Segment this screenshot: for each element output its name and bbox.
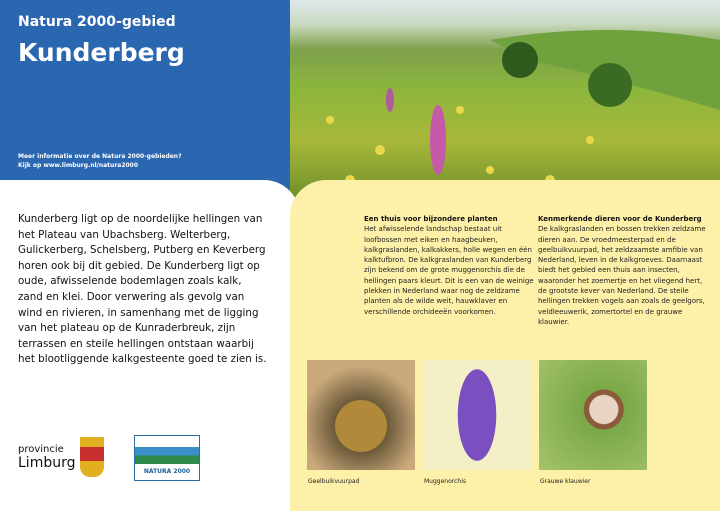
coat-of-arms-icon (80, 437, 104, 477)
natura-logo-text: NATURA 2000 (143, 468, 191, 475)
plants-text: Het afwisselende landschap bestaat uit loofbossen met eiken en haagbeuken, kalkgraslanden, kalkakkers, holle wegen en één kalktufbron. De kalkgraslanden van Kunderberg zijn bekend om de grote muggenorchis die de hellingen paars kleurt. Dit is een van de weinige plekken in Nederland waar nog de zeldzame planten als de wilde weit, hauwklaver en verschillende orchideeën voorkomen. (364, 225, 534, 316)
more-info (18, 152, 182, 170)
caption: Geelbuikvuurpad (308, 478, 360, 485)
page-title: Kunderberg (18, 38, 185, 67)
plants-heading: Een thuis voor bijzondere planten (364, 215, 498, 223)
info-link[interactable]: Kijk op www.limburg.nl/natura2000 (18, 162, 139, 169)
toad-photo (307, 360, 415, 470)
animals-heading: Kenmerkende dieren voor de Kunderberg (538, 215, 702, 223)
province-label: provincie (18, 444, 64, 455)
animals-text: De kalkgraslanden en bossen trekken zeldzame dieren aan. De vroedmeesterpad en de geelbuikvuurpad, het zeldzaamste amfibie van Nederland, leven in de kalkgroeves. Daarnaast biedt het gebied een thuis aan insecten, waaronder het zoemertje en het vliegend hert, de grootste kever van Nederland. De steile hellingen trekken vogels aan zoals de geelgors, veldleeuwerik, zomertortel en de grauwe klauwier. (538, 225, 706, 326)
caption: Muggenorchis (424, 478, 466, 485)
province-logo (18, 444, 75, 471)
landscape-image (290, 0, 720, 200)
hero-photo (290, 0, 720, 200)
animals-section (538, 214, 708, 327)
header-panel (0, 0, 300, 200)
orchid-photo (423, 360, 531, 470)
intro-text: Kunderberg ligt op de noordelijke hellingen van het Plateau van Ubachsberg. Welterberg, Gulickerberg, Schelsberg, Putberg en Keverberg horen ook bij dit gebied. De Kunderberg ligt op oude, afwisselende bodemlagen zoals kalk, zand en klei. Door verwering als gevolg van wind en rivieren, in samenhang met de ligging van het plateau op de Kunraderbreuk, zijn terrassen en steile hellingen ontstaan waarbij het blootliggende kalkgesteente goed te zien is. (18, 213, 267, 366)
province-name: Limburg (18, 455, 76, 471)
natura-2000-logo (134, 435, 200, 481)
info-line: Meer informatie over de Natura 2000-gebieden? (18, 153, 182, 160)
caption: Grauwe klauwier (540, 478, 591, 485)
plants-section (364, 214, 534, 317)
shrike-photo (539, 360, 647, 470)
kicker: Natura 2000-gebied (18, 14, 176, 30)
